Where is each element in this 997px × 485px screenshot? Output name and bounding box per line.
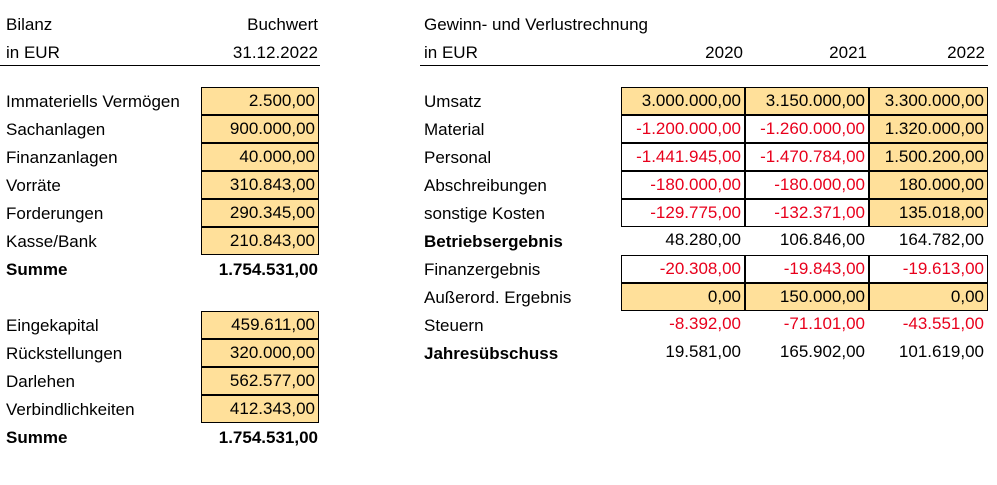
passiva-label-2: Rückstellungen <box>6 344 123 363</box>
passiva-label-3: Darlehen <box>6 372 75 391</box>
guv-jahresueberschuss-2020: 19.581,00 <box>665 342 741 361</box>
bilanz-unit: in EUR <box>6 43 60 62</box>
guv-betriebsergebnis-2021: 106.846,00 <box>779 230 865 249</box>
guv-steuern-2022: -43.551,00 <box>902 314 984 333</box>
guv-label-personal: Personal <box>424 148 492 167</box>
guv-label-betriebsergebnis: Betriebsergebnis <box>424 232 563 251</box>
guv-material-2021[interactable]: -1.260.000,00 <box>745 115 869 143</box>
passiva-sum-label: Summe <box>6 428 68 447</box>
guv-sonstige-kosten-2021[interactable]: -132.371,00 <box>745 199 869 227</box>
passiva-value-3[interactable]: 562.577,00 <box>201 367 319 395</box>
guv-year-2022: 2022 <box>947 43 985 62</box>
guv-personal-2022[interactable]: 1.500.200,00 <box>869 143 988 171</box>
guv-label-umsatz: Umsatz <box>424 92 482 111</box>
aktiva-label-3: Finanzanlagen <box>6 148 118 167</box>
guv-label-jahresueberschuss: Jahresübschuss <box>424 344 559 363</box>
passiva-value-2[interactable]: 320.000,00 <box>201 339 319 367</box>
bilanz-title: Bilanz <box>6 15 53 34</box>
guv-betriebsergebnis-2020: 48.280,00 <box>665 230 741 249</box>
guv-jahresueberschuss-2022: 101.619,00 <box>898 342 984 361</box>
guv-personal-2020[interactable]: -1.441.945,00 <box>621 143 745 171</box>
guv-label-sonstige-kosten: sonstige Kosten <box>424 204 545 223</box>
aktiva-label-2: Sachanlagen <box>6 120 106 139</box>
passiva-value-4[interactable]: 412.343,00 <box>201 395 319 423</box>
passiva-value-1[interactable]: 459.611,00 <box>201 311 319 339</box>
aktiva-label-5: Forderungen <box>6 204 104 223</box>
guv-header-rule <box>420 65 988 66</box>
aktiva-label-6: Kasse/Bank <box>6 232 97 251</box>
aktiva-value-6[interactable]: 210.843,00 <box>201 227 319 255</box>
passiva-label-4: Verbindlichkeiten <box>6 400 135 419</box>
aktiva-label-1: Immateriells Vermögen <box>6 92 180 111</box>
guv-umsatz-2022[interactable]: 3.300.000,00 <box>869 87 988 115</box>
guv-umsatz-2021[interactable]: 3.150.000,00 <box>745 87 869 115</box>
passiva-sum-value: 1.754.531,00 <box>218 428 318 447</box>
bilanz-col-date: 31.12.2022 <box>232 43 318 62</box>
bilanz-header-rule <box>0 65 320 66</box>
guv-ausserord-2021[interactable]: 150.000,00 <box>745 283 869 311</box>
aktiva-value-2[interactable]: 900.000,00 <box>201 115 319 143</box>
guv-betriebsergebnis-2022: 164.782,00 <box>898 230 984 249</box>
guv-finanzergebnis-2020[interactable]: -20.308,00 <box>621 255 745 283</box>
guv-unit: in EUR <box>424 43 478 62</box>
guv-year-2020: 2020 <box>705 43 743 62</box>
bilanz-col-label: Buchwert <box>247 15 318 34</box>
aktiva-value-1[interactable]: 2.500,00 <box>201 87 319 115</box>
guv-ausserord-2022[interactable]: 0,00 <box>869 283 988 311</box>
aktiva-sum-label: Summe <box>6 260 68 279</box>
passiva-label-1: Eingekapital <box>6 316 99 335</box>
guv-finanzergebnis-2022[interactable]: -19.613,00 <box>869 255 988 283</box>
guv-label-steuern: Steuern <box>424 316 484 335</box>
aktiva-value-3[interactable]: 40.000,00 <box>201 143 319 171</box>
aktiva-value-4[interactable]: 310.843,00 <box>201 171 319 199</box>
guv-label-material: Material <box>424 120 485 139</box>
guv-finanzergebnis-2021[interactable]: -19.843,00 <box>745 255 869 283</box>
guv-personal-2021[interactable]: -1.470.784,00 <box>745 143 869 171</box>
aktiva-label-4: Vorräte <box>6 176 61 195</box>
guv-abschreibungen-2022[interactable]: 180.000,00 <box>869 171 988 199</box>
guv-umsatz-2020[interactable]: 3.000.000,00 <box>621 87 745 115</box>
guv-label-ausserord-ergebnis: Außerord. Ergebnis <box>424 288 572 307</box>
guv-year-2021: 2021 <box>829 43 867 62</box>
guv-sonstige-kosten-2022[interactable]: 135.018,00 <box>869 199 988 227</box>
guv-abschreibungen-2020[interactable]: -180.000,00 <box>621 171 745 199</box>
guv-sonstige-kosten-2020[interactable]: -129.775,00 <box>621 199 745 227</box>
guv-jahresueberschuss-2021: 165.902,00 <box>779 342 865 361</box>
guv-steuern-2020: -8.392,00 <box>669 314 741 333</box>
guv-material-2022[interactable]: 1.320.000,00 <box>869 115 988 143</box>
guv-material-2020[interactable]: -1.200.000,00 <box>621 115 745 143</box>
aktiva-sum-value: 1.754.531,00 <box>218 260 318 279</box>
guv-abschreibungen-2021[interactable]: -180.000,00 <box>745 171 869 199</box>
guv-label-finanzergebnis: Finanzergebnis <box>424 260 541 279</box>
guv-ausserord-2020[interactable]: 0,00 <box>621 283 745 311</box>
guv-title: Gewinn- und Verlustrechnung <box>424 15 648 34</box>
guv-steuern-2021: -71.101,00 <box>783 314 865 333</box>
aktiva-value-5[interactable]: 290.345,00 <box>201 199 319 227</box>
guv-label-abschreibungen: Abschreibungen <box>424 176 547 195</box>
